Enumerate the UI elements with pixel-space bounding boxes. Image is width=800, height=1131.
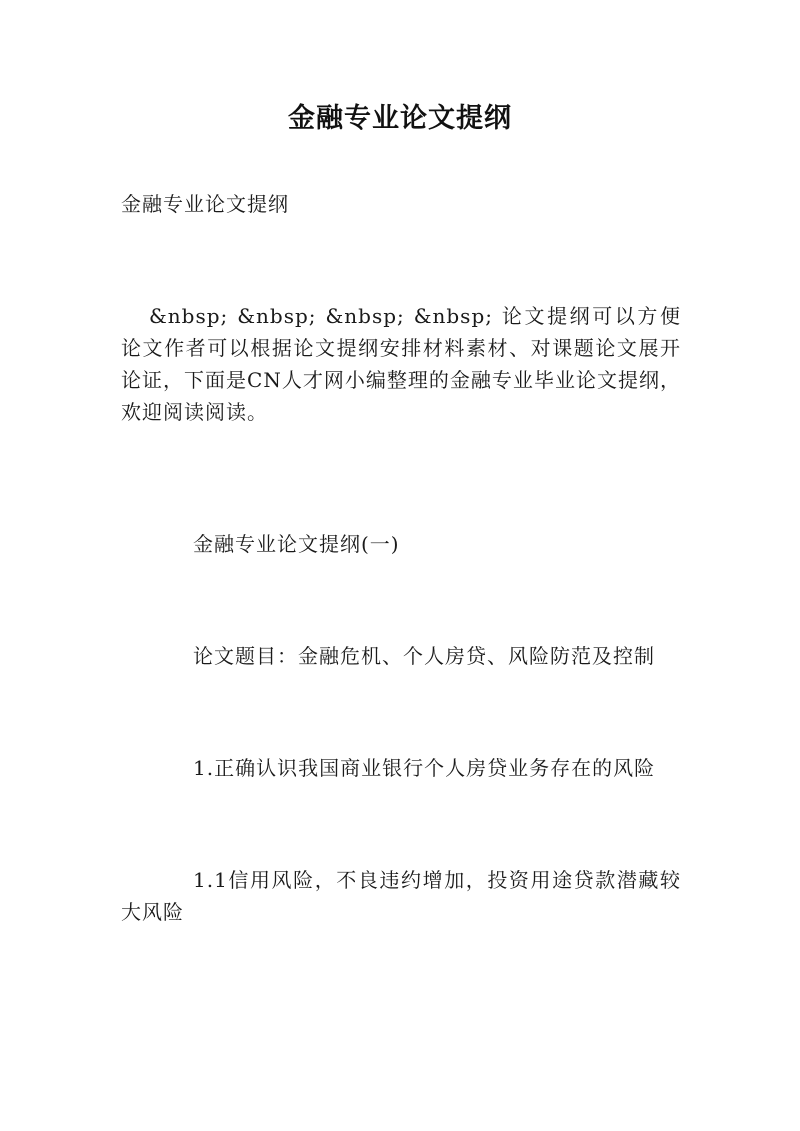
- thesis-topic: 论文题目：金融危机、个人房贷、风险防范及控制: [193, 644, 655, 668]
- outline-heading: 金融专业论文提纲(一): [193, 532, 400, 556]
- intro-paragraph: &nbsp; &nbsp; &nbsp; &nbsp; 论文提纲可以方便论文作者可以根据论文提纲安排材料素材、对课题论文展开论证，下面是CN人才网小编整理的金融专业毕业论文提纲，欢迎阅读阅读。: [121, 304, 681, 424]
- document-subtitle: 金融专业论文提纲: [121, 192, 289, 216]
- subsection-heading-1-1: 1.1信用风险，不良违约增加，投资用途贷款潜藏较大风险: [121, 868, 681, 924]
- document-title: 金融专业论文提纲: [288, 103, 512, 134]
- section-heading-1: 1.正确认识我国商业银行个人房贷业务存在的风险: [193, 756, 656, 780]
